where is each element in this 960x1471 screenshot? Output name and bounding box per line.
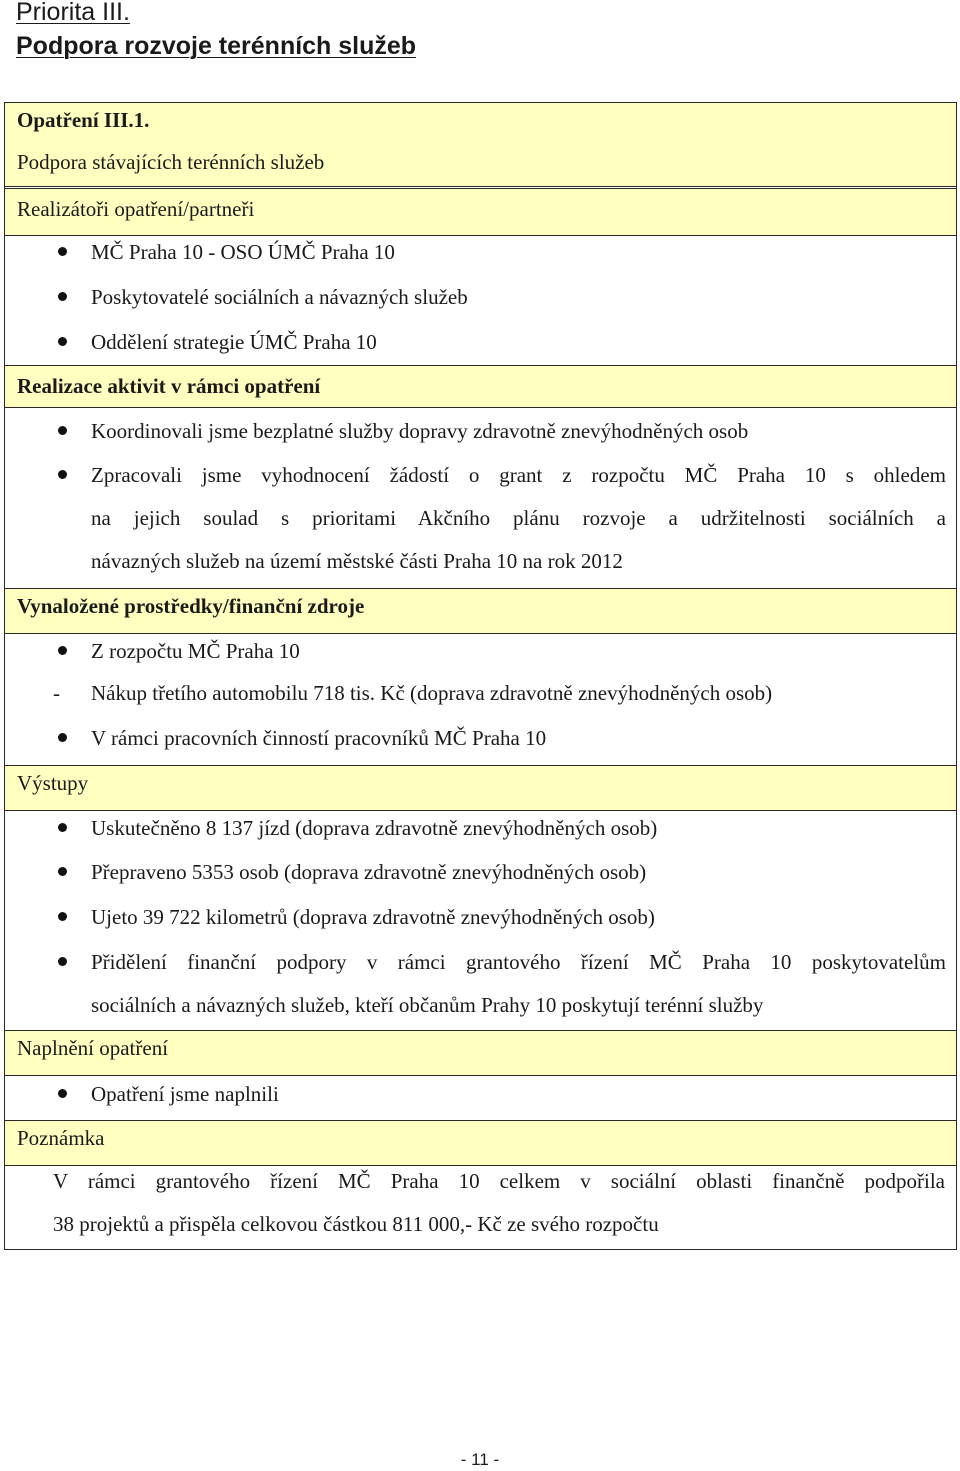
activities-heading: Realizace aktivit v rámci opatření <box>17 374 321 398</box>
bullet-icon <box>58 426 67 435</box>
page-title: Podpora rozvoje terénních služeb <box>16 32 417 60</box>
implementers-heading: Realizátoři opatření/partneři <box>17 197 255 221</box>
measure-label: Opatření III.1. <box>17 108 150 132</box>
bullet-icon <box>58 292 67 301</box>
implementer-item: Poskytovatelé sociálních a návazných služeb <box>91 285 468 309</box>
output-item-line: sociálních a návazných služeb, kteří občanům Prahy 10 poskytují terénní služby <box>91 993 764 1017</box>
dash-marker: - <box>53 681 60 705</box>
measure-table <box>4 102 957 1250</box>
bullet-icon <box>58 912 67 921</box>
note-text-line: V rámci grantového řízení MČ Praha 10 celkem v sociální oblasti finančně podpořila <box>53 1169 945 1193</box>
note-band <box>5 1120 956 1166</box>
resources-item: V rámci pracovních činností pracovníků MČ Praha 10 <box>91 726 547 750</box>
output-item: Uskutečněno 8 137 jízd (doprava zdravotně znevýhodněných osob) <box>91 816 658 840</box>
bullet-icon <box>58 957 67 966</box>
measure-name: Podpora stávajících terénních služeb <box>17 150 325 174</box>
bullet-icon <box>58 867 67 876</box>
resources-subitem: Nákup třetího automobilu 718 tis. Kč (doprava zdravotně znevýhodněných osob) <box>91 681 773 705</box>
output-item: Ujeto 39 722 kilometrů (doprava zdravotně znevýhodněných osob) <box>91 905 655 929</box>
resources-item: Z rozpočtu MČ Praha 10 <box>91 639 300 663</box>
bullet-icon <box>58 337 67 346</box>
outputs-band <box>5 765 956 811</box>
resources-heading: Vynaložené prostředky/finanční zdroje <box>17 594 365 618</box>
page-number: - 11 - <box>460 1450 500 1469</box>
bullet-icon <box>58 733 67 742</box>
fulfillment-heading: Naplnění opatření <box>17 1036 169 1060</box>
bullet-icon <box>58 1089 67 1098</box>
page-priority-label: Priorita III. <box>16 0 130 26</box>
output-item: Přepraveno 5353 osob (doprava zdravotně znevýhodněných osob) <box>91 860 647 884</box>
activity-item-line: Zpracovali jsme vyhodnocení žádostí o grant z rozpočtu MČ Praha 10 s ohledem <box>91 463 946 487</box>
fulfillment-item: Opatření jsme naplnili <box>91 1082 279 1106</box>
activity-item-line: na jejich soulad s prioritami Akčního plánu rozvoje a udržitelnosti sociálních a <box>91 506 946 530</box>
implementer-item: MČ Praha 10 - OSO ÚMČ Praha 10 <box>91 240 395 264</box>
note-heading: Poznámka <box>17 1126 105 1150</box>
bullet-icon <box>58 470 67 479</box>
note-text-line: 38 projektů a přispěla celkovou částkou 811 000,- Kč ze svého rozpočtu <box>53 1212 659 1236</box>
bullet-icon <box>58 823 67 832</box>
bullet-icon <box>58 247 67 256</box>
implementer-item: Oddělení strategie ÚMČ Praha 10 <box>91 330 377 354</box>
bullet-icon <box>58 646 67 655</box>
output-item-line: Přidělení finanční podpory v rámci grantového řízení MČ Praha 10 poskytovatelům <box>91 950 946 974</box>
activity-item: Koordinovali jsme bezplatné služby dopravy zdravotně znevýhodněných osob <box>91 419 749 443</box>
outputs-heading: Výstupy <box>17 771 89 795</box>
activity-item-line: návazných služeb na území městské části Praha 10 na rok 2012 <box>91 549 623 573</box>
